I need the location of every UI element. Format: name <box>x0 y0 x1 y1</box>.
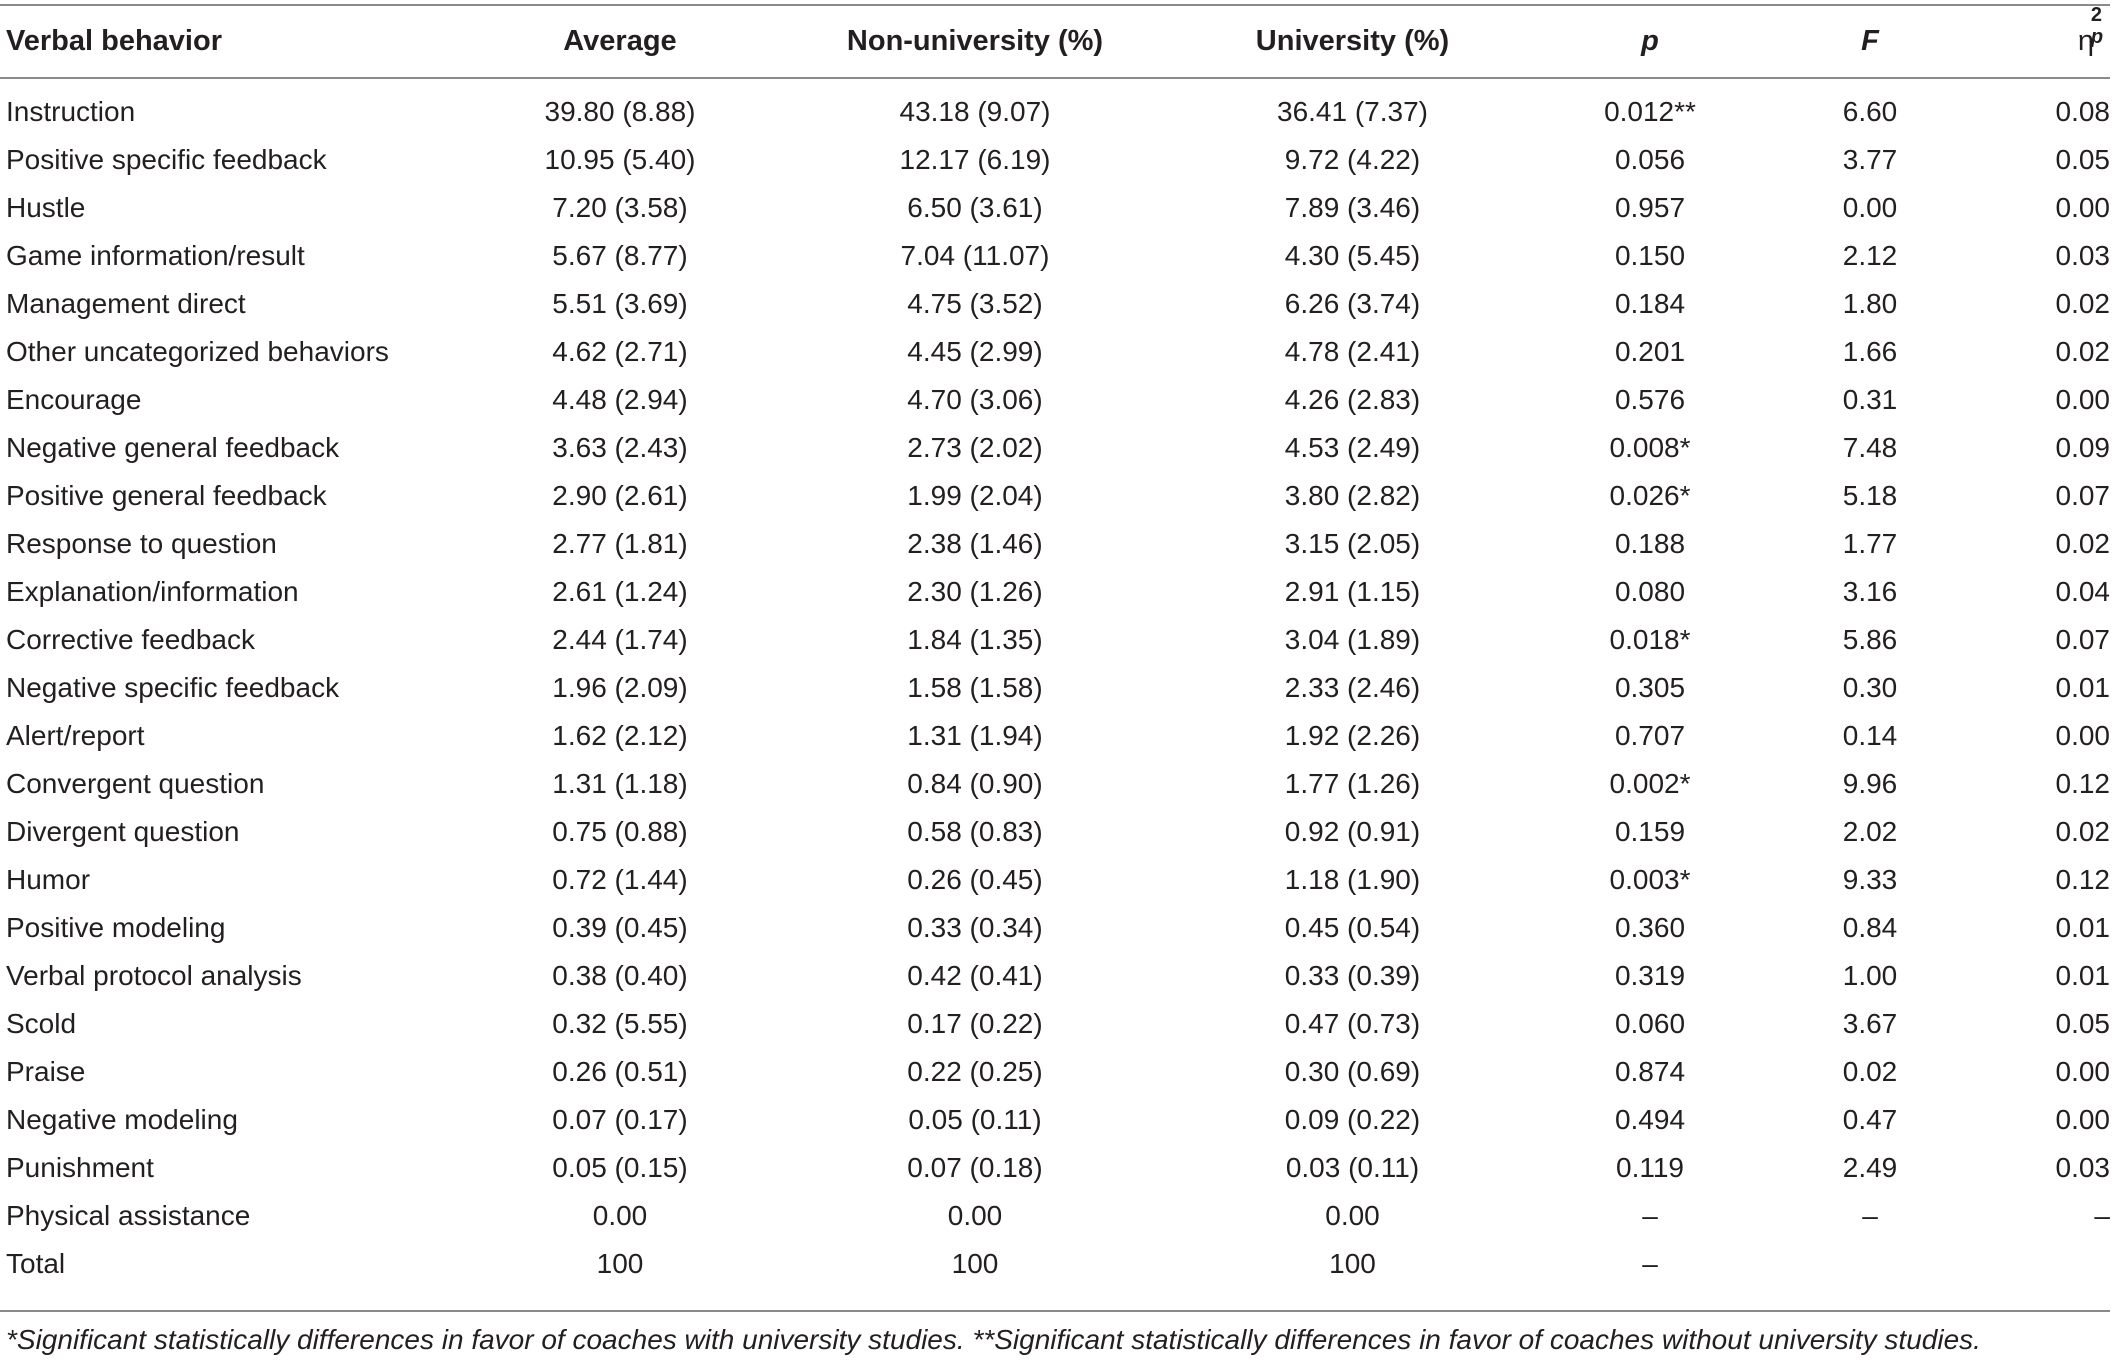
cell-non-university: 100 <box>951 1248 999 1279</box>
cell-behavior: Scold <box>6 1008 77 1039</box>
cell-university: 7.89 (3.46) <box>1284 192 1421 223</box>
cell-average: 1.96 (2.09) <box>552 672 688 703</box>
cell-p-value: 0.360 <box>1614 912 1686 943</box>
cell-university: 1.92 (2.26) <box>1284 720 1421 751</box>
table-row <box>0 1144 2118 1192</box>
cell-f-value: 2.12 <box>1842 240 1898 271</box>
cell-average: 0.32 (5.55) <box>552 1008 688 1039</box>
cell-eta-squared: 0.12 <box>2055 864 2110 895</box>
cell-eta-squared: 0.02 <box>2055 288 2110 319</box>
cell-non-university: 4.75 (3.52) <box>907 288 1043 319</box>
cell-non-university: 0.22 (0.25) <box>907 1056 1043 1087</box>
cell-behavior: Management direct <box>6 288 246 319</box>
cell-p-value: 0.305 <box>1614 672 1686 703</box>
table-row <box>0 520 2118 568</box>
cell-average: 2.44 (1.74) <box>552 624 688 655</box>
eta-superscript: 2 <box>2090 4 2102 26</box>
cell-university: 1.77 (1.26) <box>1284 768 1421 799</box>
cell-average: 3.63 (2.43) <box>552 432 688 463</box>
header-non-university: Non-university (%) <box>846 25 1104 57</box>
cell-university: 0.92 (0.91) <box>1284 816 1421 847</box>
table-row <box>0 904 2118 952</box>
cell-p-value: 0.026* <box>1609 480 1691 511</box>
cell-p-value: 0.018* <box>1609 624 1691 655</box>
cell-university: 0.30 (0.69) <box>1284 1056 1421 1087</box>
cell-eta-squared: 0.05 <box>2055 1008 2110 1039</box>
cell-university: 3.04 (1.89) <box>1284 624 1421 655</box>
eta-subscript: p <box>2090 26 2104 48</box>
cell-behavior: Response to question <box>6 528 277 559</box>
cell-eta-squared: 0.02 <box>2055 816 2110 847</box>
table-bottom-rule <box>0 1310 2110 1312</box>
cell-eta-squared: 0.01 <box>2055 672 2110 703</box>
cell-eta-squared: 0.04 <box>2055 576 2110 607</box>
table-row <box>0 376 2118 424</box>
cell-p-value: 0.060 <box>1614 1008 1686 1039</box>
cell-average: 1.31 (1.18) <box>552 768 688 799</box>
table-row <box>0 568 2118 616</box>
table-footnote: *Significant statistically differences in favor of coaches with university studies. **Significant statistically differences in favor of coaches without university studies. <box>6 1324 1981 1355</box>
cell-university: 0.45 (0.54) <box>1284 912 1421 943</box>
cell-p-value: 0.012** <box>1604 96 1696 127</box>
cell-p-value: 0.080 <box>1614 576 1686 607</box>
cell-non-university: 0.58 (0.83) <box>907 816 1043 847</box>
cell-eta-squared: 0.03 <box>2055 240 2110 271</box>
cell-university: 3.80 (2.82) <box>1284 480 1421 511</box>
cell-eta-squared: – <box>2094 1200 2110 1231</box>
cell-p-value: 0.119 <box>1616 1152 1684 1183</box>
cell-university: 4.30 (5.45) <box>1284 240 1421 271</box>
cell-p-value: 0.150 <box>1614 240 1686 271</box>
cell-p-value: 0.188 <box>1614 528 1686 559</box>
cell-eta-squared: 0.01 <box>2055 912 2110 943</box>
cell-f-value <box>1790 1240 1950 1288</box>
cell-university: 0.33 (0.39) <box>1284 960 1421 991</box>
cell-non-university: 0.84 (0.90) <box>907 768 1043 799</box>
cell-eta-squared: 0.07 <box>2055 624 2110 655</box>
cell-non-university: 0.26 (0.45) <box>907 864 1043 895</box>
cell-non-university: 43.18 (9.07) <box>899 96 1051 127</box>
cell-behavior: Positive specific feedback <box>6 144 327 175</box>
cell-f-value: 0.00 <box>1842 192 1898 223</box>
cell-eta-squared: 0.02 <box>2055 336 2110 367</box>
header-f: F <box>1861 25 1879 57</box>
cell-non-university: 7.04 (11.07) <box>900 240 1050 271</box>
cell-p-value: 0.003* <box>1609 864 1691 895</box>
cell-f-value: 1.77 <box>1842 528 1898 559</box>
cell-non-university: 0.42 (0.41) <box>907 960 1043 991</box>
table-row <box>0 88 2118 136</box>
header-average: Average <box>563 25 677 57</box>
cell-f-value: 9.96 <box>1842 768 1898 799</box>
cell-non-university: 0.05 (0.11) <box>908 1104 1042 1135</box>
table-row <box>0 1192 2118 1240</box>
cell-non-university: 1.84 (1.35) <box>907 624 1043 655</box>
cell-eta-squared: 0.00 <box>2055 192 2110 223</box>
cell-non-university: 0.00 <box>947 1200 1003 1231</box>
header-university: University (%) <box>1255 25 1450 57</box>
cell-non-university: 4.45 (2.99) <box>907 336 1043 367</box>
cell-f-value: 0.84 <box>1842 912 1898 943</box>
table-header-row <box>0 4 2118 65</box>
cell-p-value: 0.874 <box>1614 1056 1686 1087</box>
table-row <box>0 328 2118 376</box>
cell-f-value: 0.14 <box>1842 720 1898 751</box>
cell-behavior: Alert/report <box>6 720 145 751</box>
cell-f-value: 0.02 <box>1842 1056 1898 1087</box>
cell-eta-squared: 0.00 <box>2055 1056 2110 1087</box>
cell-average: 0.75 (0.88) <box>552 816 688 847</box>
table-row <box>0 232 2118 280</box>
cell-f-value: 2.02 <box>1842 816 1898 847</box>
cell-p-value: 0.184 <box>1614 288 1686 319</box>
cell-f-value: 9.33 <box>1842 864 1898 895</box>
table-row <box>0 1096 2118 1144</box>
cell-f-value: 0.31 <box>1842 384 1898 415</box>
cell-behavior: Physical assistance <box>6 1200 251 1231</box>
cell-university: 0.09 (0.22) <box>1284 1104 1421 1135</box>
cell-average: 0.05 (0.15) <box>552 1152 688 1183</box>
cell-behavior: Verbal protocol analysis <box>6 960 302 991</box>
header-eta-squared <box>1950 4 2110 65</box>
cell-university: 0.00 <box>1325 1200 1380 1231</box>
cell-university: 9.72 (4.22) <box>1284 144 1421 175</box>
table-row <box>0 1000 2118 1048</box>
table-row <box>0 808 2118 856</box>
cell-non-university: 1.31 (1.94) <box>907 720 1043 751</box>
cell-behavior: Game information/result <box>6 240 305 271</box>
cell-non-university: 6.50 (3.61) <box>907 192 1043 223</box>
cell-average: 100 <box>596 1248 644 1279</box>
cell-average: 10.95 (5.40) <box>544 144 696 175</box>
table-row <box>0 760 2118 808</box>
cell-f-value: 1.00 <box>1842 960 1898 991</box>
cell-p-value: 0.494 <box>1614 1104 1686 1135</box>
cell-behavior: Negative modeling <box>6 1104 238 1135</box>
cell-eta-squared: 0.01 <box>2055 960 2110 991</box>
cell-non-university: 1.99 (2.04) <box>907 480 1043 511</box>
cell-average: 5.67 (8.77) <box>552 240 688 271</box>
cell-p-value: 0.319 <box>1614 960 1686 991</box>
cell-f-value: 6.60 <box>1842 96 1898 127</box>
table-header-rule <box>0 77 2110 79</box>
cell-average: 4.62 (2.71) <box>552 336 688 367</box>
cell-university: 2.33 (2.46) <box>1284 672 1421 703</box>
table-row <box>0 1048 2118 1096</box>
table-row <box>0 664 2118 712</box>
cell-f-value: 3.16 <box>1842 576 1898 607</box>
cell-behavior: Hustle <box>6 192 86 223</box>
cell-average: 2.77 (1.81) <box>552 528 688 559</box>
cell-average: 0.39 (0.45) <box>552 912 688 943</box>
cell-eta-squared: 0.00 <box>2055 1104 2110 1135</box>
cell-behavior: Praise <box>6 1056 86 1087</box>
cell-eta-squared: 0.09 <box>2055 432 2110 463</box>
cell-p-value: – <box>1642 1200 1658 1231</box>
cell-university: 1.18 (1.90) <box>1284 864 1421 895</box>
cell-eta-squared: 0.05 <box>2055 144 2110 175</box>
cell-behavior: Humor <box>6 864 91 895</box>
cell-university: 0.03 (0.11) <box>1285 1152 1420 1183</box>
cell-average: 4.48 (2.94) <box>552 384 688 415</box>
table-row <box>0 424 2118 472</box>
cell-behavior: Total <box>6 1248 66 1279</box>
cell-non-university: 0.07 (0.18) <box>907 1152 1043 1183</box>
cell-f-value: 7.48 <box>1842 432 1898 463</box>
table-row <box>0 136 2118 184</box>
header-verbal-behavior: Verbal behavior <box>6 25 222 57</box>
cell-eta-squared <box>1950 1240 2110 1288</box>
cell-average: 0.00 <box>592 1200 648 1231</box>
cell-f-value: 3.77 <box>1842 144 1898 175</box>
cell-eta-squared: 0.07 <box>2055 480 2110 511</box>
cell-p-value: 0.707 <box>1614 720 1686 751</box>
cell-behavior: Convergent question <box>6 768 265 799</box>
cell-university: 6.26 (3.74) <box>1284 288 1421 319</box>
cell-f-value: 5.18 <box>1842 480 1898 511</box>
cell-non-university: 4.70 (3.06) <box>907 384 1043 415</box>
cell-non-university: 0.17 (0.22) <box>907 1008 1043 1039</box>
cell-university: 3.15 (2.05) <box>1284 528 1421 559</box>
cell-eta-squared: 0.02 <box>2055 528 2110 559</box>
cell-non-university: 2.30 (1.26) <box>907 576 1043 607</box>
table-row <box>0 280 2118 328</box>
cell-behavior: Punishment <box>6 1152 154 1183</box>
cell-p-value: 0.201 <box>1614 336 1686 367</box>
cell-university: 36.41 (7.37) <box>1277 96 1428 127</box>
cell-university: 100 <box>1329 1248 1376 1279</box>
cell-p-value: – <box>1642 1248 1658 1279</box>
cell-f-value: 0.47 <box>1842 1104 1898 1135</box>
cell-average: 0.07 (0.17) <box>552 1104 688 1135</box>
cell-f-value: 1.66 <box>1842 336 1898 367</box>
cell-behavior: Corrective feedback <box>6 624 256 655</box>
cell-eta-squared: 0.03 <box>2055 1152 2110 1183</box>
cell-university: 2.91 (1.15) <box>1284 576 1421 607</box>
cell-average: 2.61 (1.24) <box>552 576 688 607</box>
cell-behavior: Other uncategorized behaviors <box>6 336 389 367</box>
cell-eta-squared: 0.00 <box>2055 384 2110 415</box>
cell-average: 39.80 (8.88) <box>544 96 696 127</box>
cell-f-value: 1.80 <box>1842 288 1898 319</box>
cell-p-value: 0.576 <box>1614 384 1686 415</box>
cell-behavior: Divergent question <box>6 816 240 847</box>
cell-average: 0.72 (1.44) <box>552 864 688 895</box>
cell-f-value: 3.67 <box>1842 1008 1898 1039</box>
cell-behavior: Positive modeling <box>6 912 226 943</box>
cell-eta-squared: 0.12 <box>2055 768 2110 799</box>
table-row <box>0 472 2118 520</box>
cell-non-university: 2.73 (2.02) <box>907 432 1043 463</box>
cell-eta-squared: 0.00 <box>2055 720 2110 751</box>
cell-behavior: Explanation/information <box>6 576 299 607</box>
header-p: p <box>1641 25 1659 57</box>
cell-p-value: 0.159 <box>1614 816 1686 847</box>
cell-average: 0.38 (0.40) <box>552 960 688 991</box>
table-row <box>0 952 2118 1000</box>
cell-average: 7.20 (3.58) <box>552 192 688 223</box>
table-row <box>0 856 2118 904</box>
cell-p-value: 0.002* <box>1609 768 1691 799</box>
table-row <box>0 712 2118 760</box>
cell-p-value: 0.008* <box>1609 432 1691 463</box>
cell-university: 4.53 (2.49) <box>1284 432 1421 463</box>
cell-average: 0.26 (0.51) <box>552 1056 688 1087</box>
cell-university: 4.26 (2.83) <box>1284 384 1421 415</box>
cell-behavior: Encourage <box>6 384 142 415</box>
cell-behavior: Negative specific feedback <box>6 672 340 703</box>
cell-average: 5.51 (3.69) <box>552 288 688 319</box>
cell-non-university: 12.17 (6.19) <box>899 144 1051 175</box>
cell-university: 0.47 (0.73) <box>1284 1008 1421 1039</box>
cell-f-value: 5.86 <box>1842 624 1898 655</box>
cell-behavior: Negative general feedback <box>6 432 340 463</box>
cell-average: 2.90 (2.61) <box>552 480 688 511</box>
cell-eta-squared: 0.08 <box>2055 96 2110 127</box>
cell-behavior: Positive general feedback <box>6 480 327 511</box>
cell-non-university: 0.33 (0.34) <box>907 912 1043 943</box>
cell-non-university: 2.38 (1.46) <box>907 528 1043 559</box>
table-row <box>0 1240 2118 1288</box>
table-row <box>0 184 2118 232</box>
cell-p-value: 0.957 <box>1614 192 1686 223</box>
cell-p-value: 0.056 <box>1614 144 1686 175</box>
cell-university: 4.78 (2.41) <box>1284 336 1421 367</box>
table-top-rule <box>0 4 2110 6</box>
cell-f-value: – <box>1862 1200 1878 1231</box>
cell-f-value: 0.30 <box>1842 672 1898 703</box>
cell-average: 1.62 (2.12) <box>552 720 688 751</box>
eta-symbol: η <box>2077 25 2094 57</box>
cell-non-university: 1.58 (1.58) <box>907 672 1043 703</box>
cell-behavior: Instruction <box>6 96 136 127</box>
table-row <box>0 616 2118 664</box>
cell-f-value: 2.49 <box>1842 1152 1898 1183</box>
